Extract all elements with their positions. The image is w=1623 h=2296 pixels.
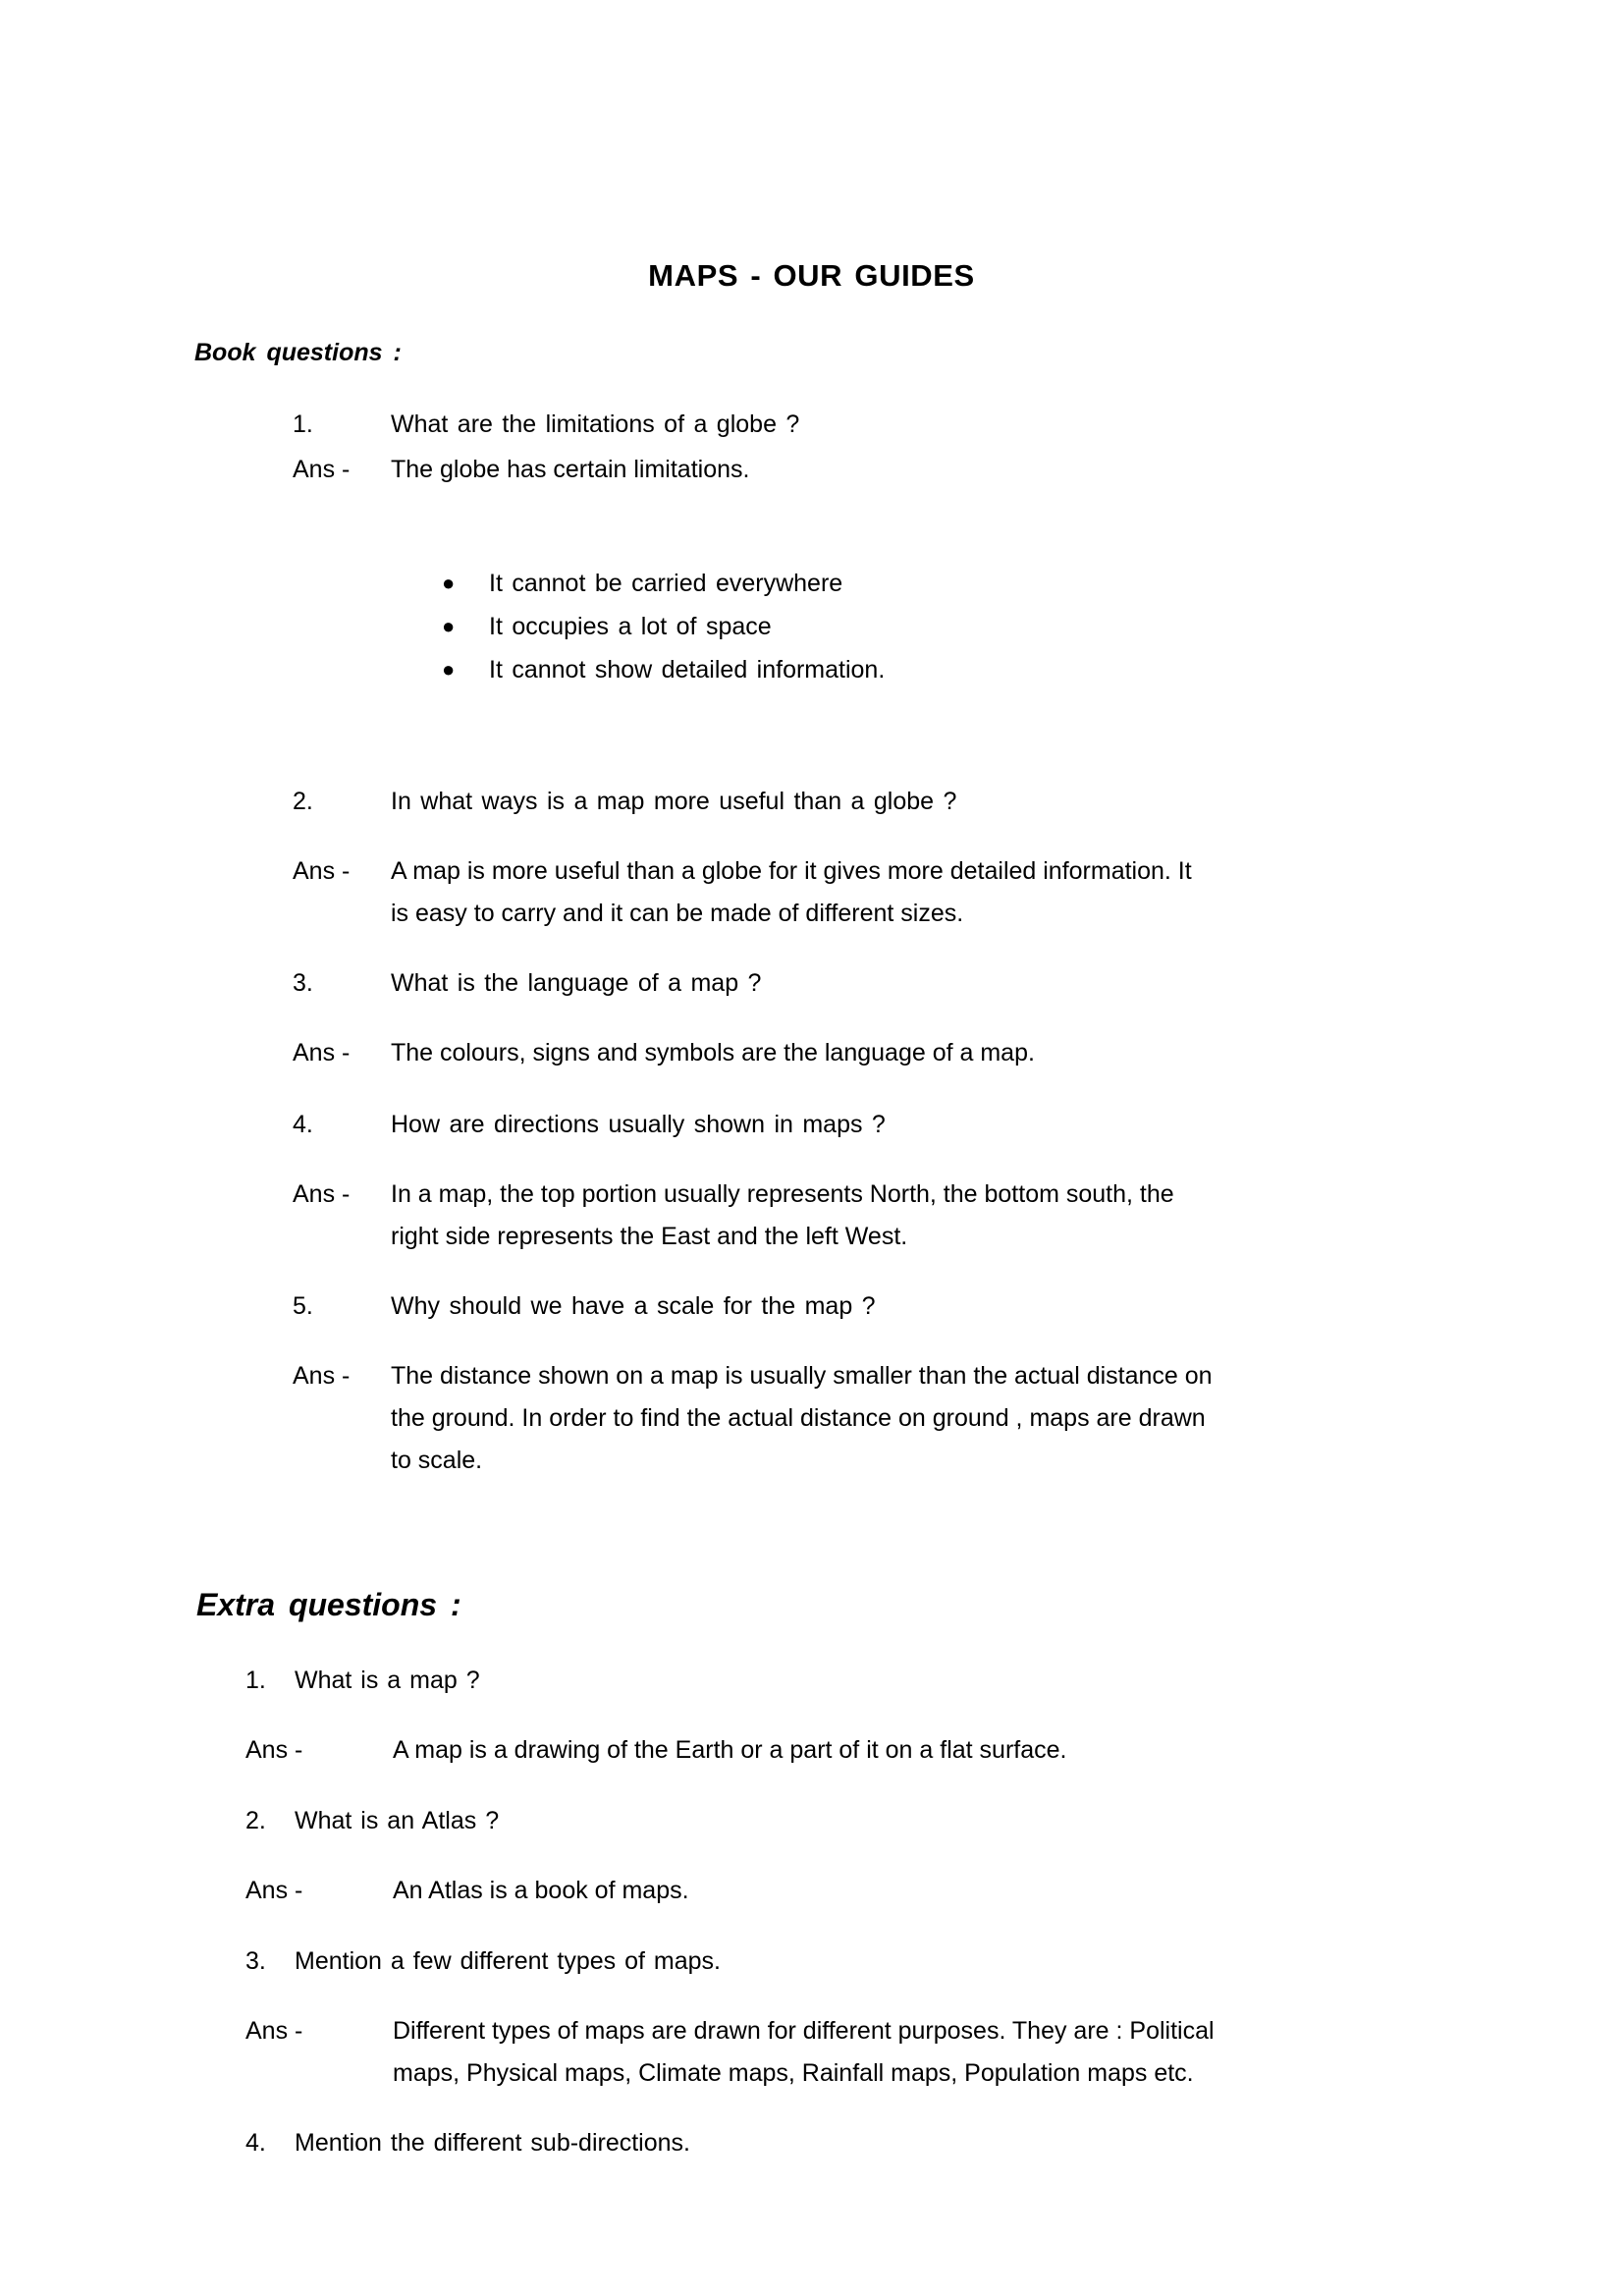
list-item — [442, 562, 885, 605]
question-text: What is a map ? — [295, 1667, 480, 1694]
question-row — [245, 1660, 1453, 1702]
question-text: Mention the different sub-directions. — [295, 2129, 690, 2157]
answer-text — [391, 449, 1451, 491]
answer-row — [245, 1729, 1453, 1772]
answer-text — [393, 1870, 1453, 1912]
question-row — [245, 1800, 1453, 1842]
answer-row — [293, 449, 1451, 491]
answer-line: is easy to carry and it can be made of different sizes. — [391, 900, 964, 927]
question-text: Mention a few different types of maps. — [295, 1947, 721, 1975]
question-number: 1. — [293, 410, 313, 438]
page-title: MAPS - OUR GUIDES — [648, 258, 975, 293]
answer-line: An Atlas is a book of maps. — [393, 1877, 689, 1904]
question-number: 3. — [293, 969, 313, 997]
question-row — [293, 404, 1451, 446]
bullet-icon: ● — [442, 614, 456, 638]
question-text: What is the language of a map ? — [391, 969, 762, 997]
list-item-label: It cannot be carried everywhere — [489, 570, 843, 597]
answer-row — [245, 2010, 1453, 2095]
question-number: 1. — [245, 1667, 266, 1694]
answer-line: to scale. — [391, 1447, 483, 1474]
answer-line: The globe has certain limitations. — [391, 456, 750, 483]
answer-text — [391, 850, 1451, 935]
answer-line: Different types of maps are drawn for different purposes. They are : Political — [393, 2017, 1215, 2045]
answer-line: right side represents the East and the left West. — [391, 1223, 908, 1250]
bullet-icon: ● — [442, 571, 456, 595]
answer-line: maps, Physical maps, Climate maps, Rainfall maps, Population maps etc. — [393, 2059, 1194, 2087]
question-text: In what ways is a map more useful than a globe ? — [391, 788, 957, 815]
question-number: 4. — [245, 2129, 266, 2157]
answer-label: Ans - — [245, 2017, 303, 2045]
question-text: How are directions usually shown in maps ? — [391, 1111, 886, 1138]
answer-label: Ans - — [293, 1362, 351, 1390]
answer-label: Ans - — [293, 1039, 351, 1066]
answer-label: Ans - — [245, 1877, 303, 1904]
answer-row — [293, 1355, 1451, 1482]
answer-line: A map is more useful than a globe for it gives more detailed information. It — [391, 857, 1192, 885]
question-number: 4. — [293, 1111, 313, 1138]
question-text: What is an Atlas ? — [295, 1807, 500, 1834]
answer-text — [391, 1032, 1451, 1074]
question-number: 2. — [293, 788, 313, 815]
answer-text — [393, 2010, 1453, 2095]
question-text: What are the limitations of a globe ? — [391, 410, 800, 438]
question-row — [245, 2122, 1453, 2164]
section-heading-book-questions: Book questions : — [194, 339, 402, 366]
answer-text — [393, 1729, 1453, 1772]
question-row — [293, 1285, 1451, 1328]
answer-label: Ans - — [293, 456, 351, 483]
answer-line: In a map, the top portion usually represents North, the bottom south, the — [391, 1180, 1174, 1208]
list-item-label: It occupies a lot of space — [489, 613, 772, 640]
list-item — [442, 605, 885, 648]
question-row — [293, 781, 1451, 823]
answer-label: Ans - — [245, 1736, 303, 1764]
answer-text — [391, 1174, 1451, 1258]
question-number: 2. — [245, 1807, 266, 1834]
answer-row — [245, 1870, 1453, 1912]
answer-row — [293, 850, 1451, 935]
question-number: 3. — [245, 1947, 266, 1975]
answer-label: Ans - — [293, 857, 351, 885]
answer-label: Ans - — [293, 1180, 351, 1208]
question-text: Why should we have a scale for the map ? — [391, 1292, 876, 1320]
answer-line: the ground. In order to find the actual distance on ground , maps are drawn — [391, 1404, 1206, 1432]
question-row — [245, 1941, 1453, 1983]
globe-limitations-list — [442, 562, 885, 691]
answer-line: A map is a drawing of the Earth or a part of it on a flat surface. — [393, 1736, 1067, 1764]
question-number: 5. — [293, 1292, 313, 1320]
section-heading-extra-questions: Extra questions : — [196, 1587, 461, 1622]
bullet-icon: ● — [442, 657, 456, 682]
answer-row — [293, 1032, 1451, 1074]
question-row — [293, 1104, 1451, 1146]
answer-text — [391, 1355, 1451, 1482]
answer-line: The distance shown on a map is usually smaller than the actual distance on — [391, 1362, 1213, 1390]
answer-row — [293, 1174, 1451, 1258]
question-row — [293, 962, 1451, 1005]
answer-line: The colours, signs and symbols are the language of a map. — [391, 1039, 1035, 1066]
list-item-label: It cannot show detailed information. — [489, 656, 886, 683]
list-item — [442, 648, 885, 691]
